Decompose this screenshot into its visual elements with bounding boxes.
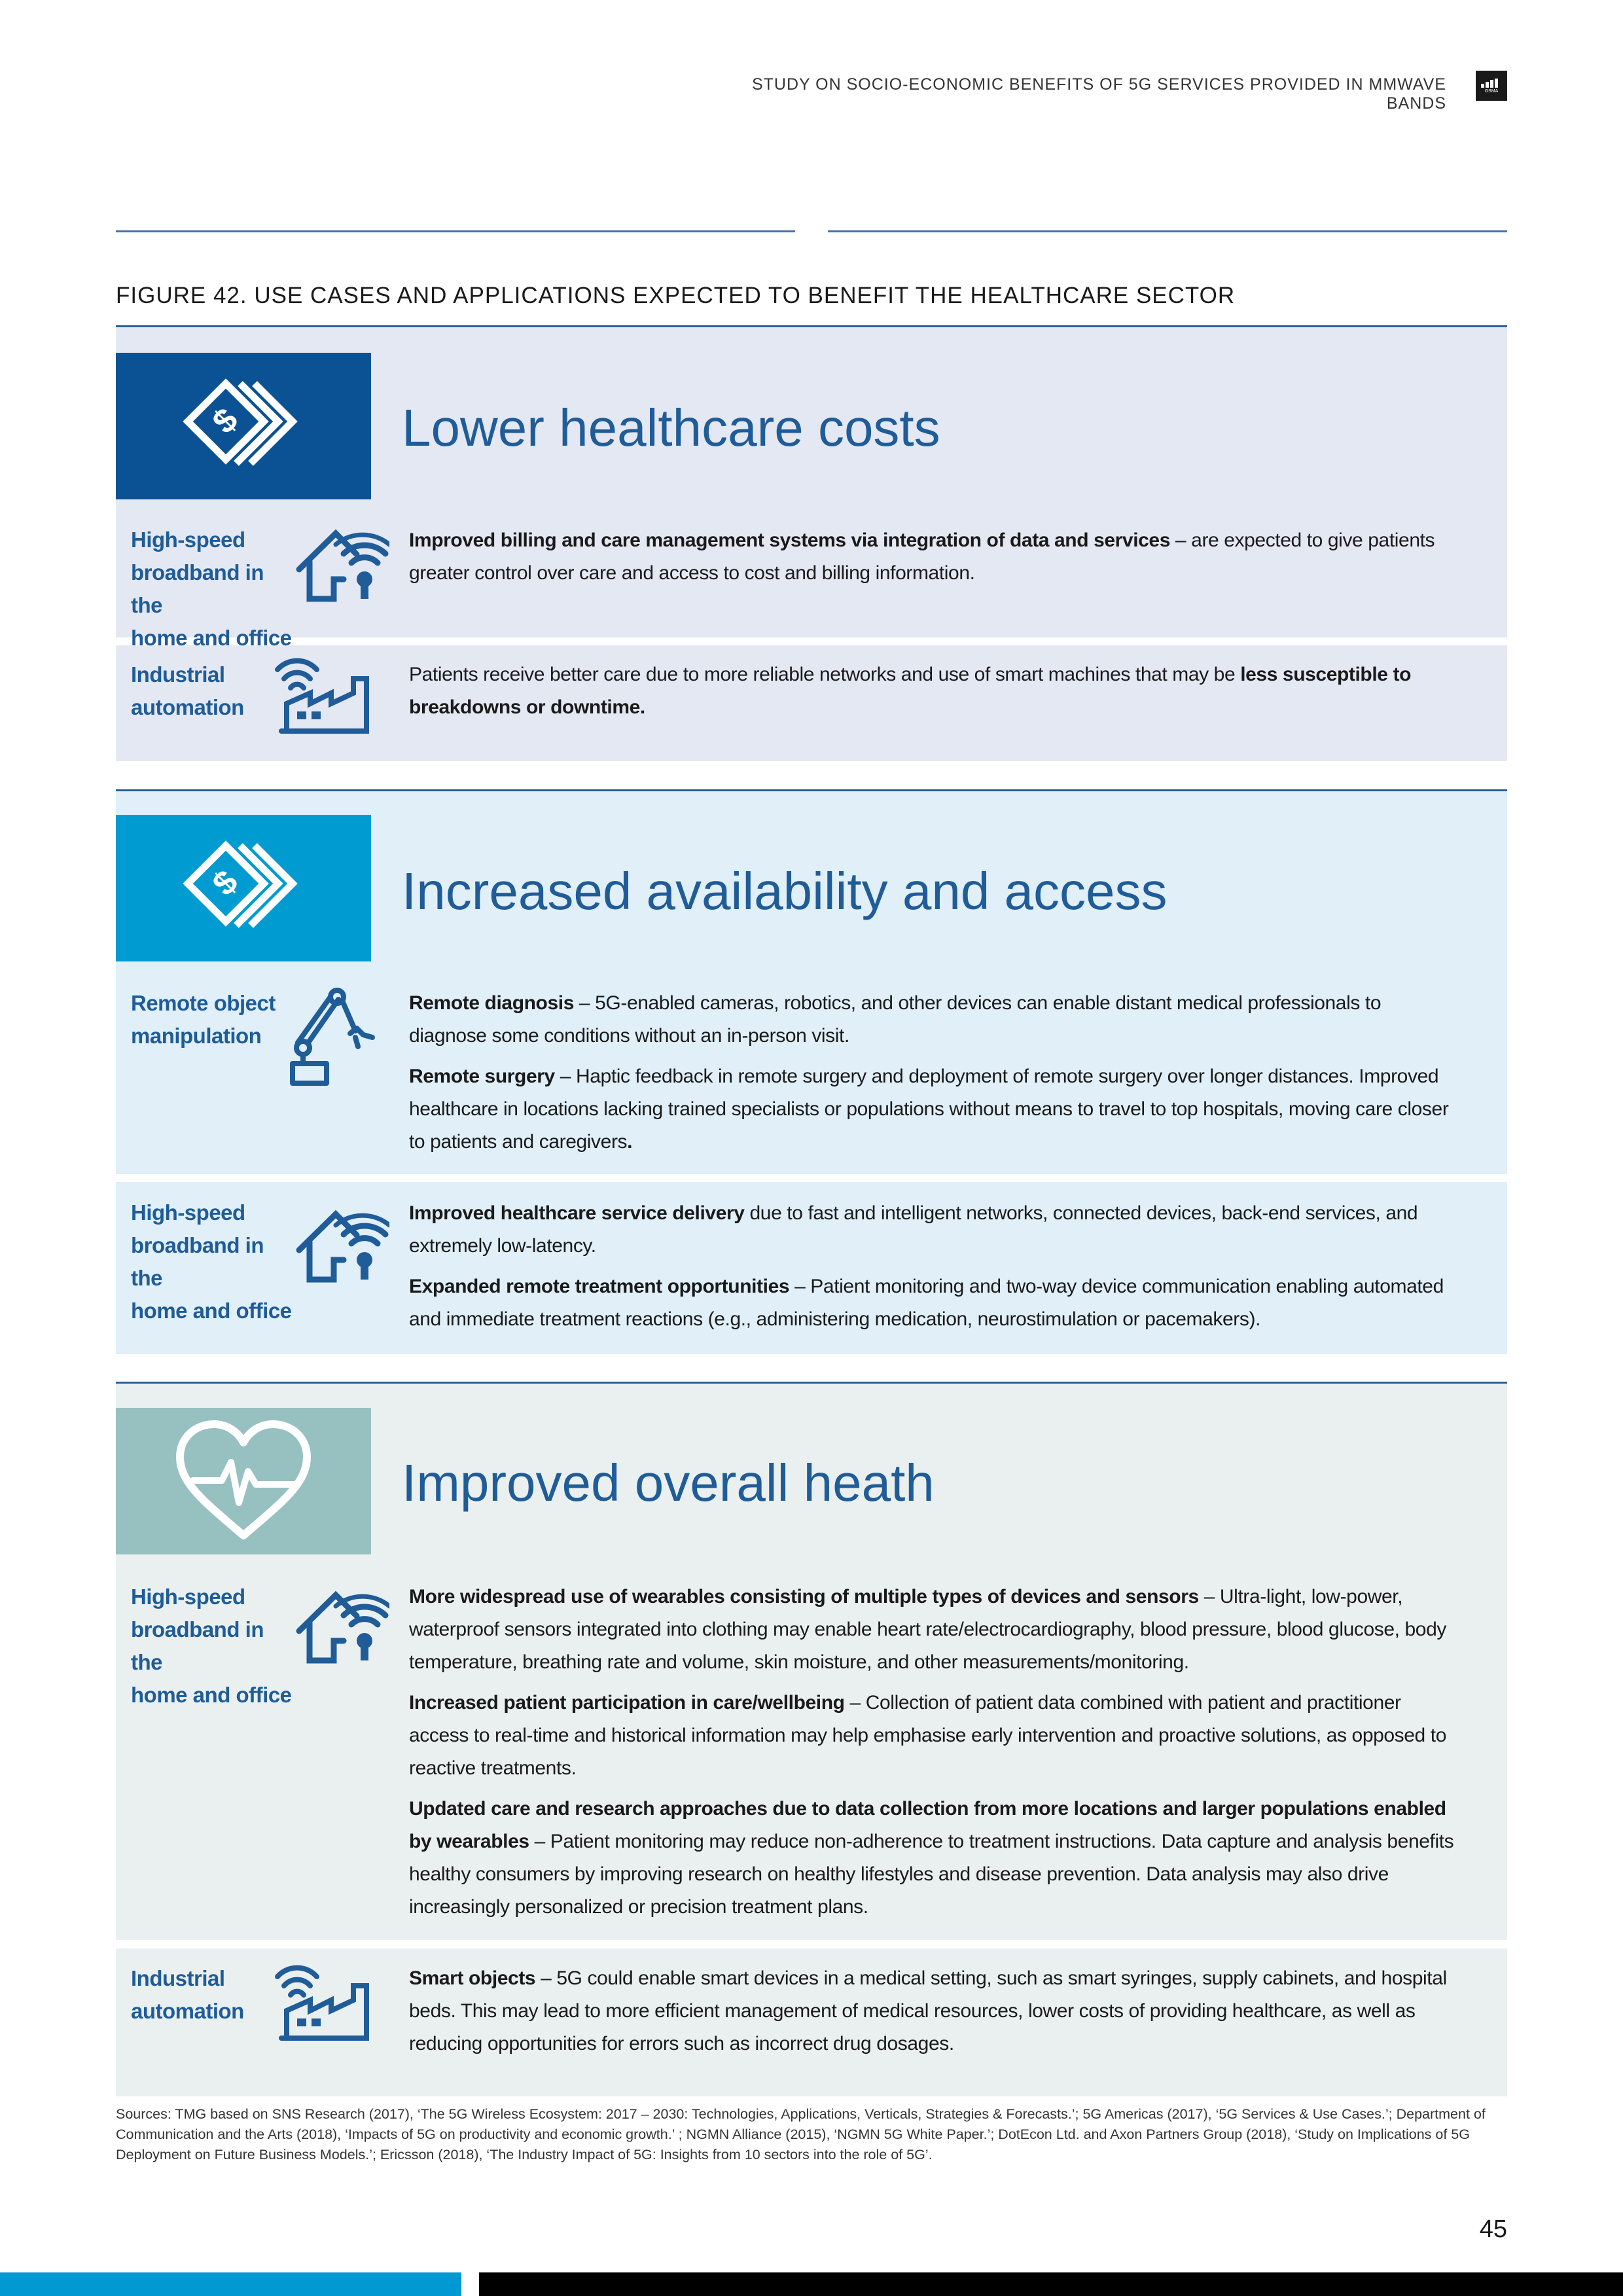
page-number: 45 — [1479, 2215, 1507, 2243]
section-3-icon-box — [116, 1408, 371, 1554]
paragraph: Patients receive better care due to more reliable networks and use of smart machines that may be less susceptible to breakdowns or downtime. — [409, 664, 1412, 718]
footer-bar-cyan — [0, 2272, 461, 2296]
money-stack-icon — [168, 364, 319, 488]
gsma-logo — [1476, 71, 1507, 101]
heart-pulse-icon — [168, 1419, 319, 1543]
section-2-icon-box — [116, 815, 371, 961]
section-1-row-2-label: Industrial automation — [131, 662, 244, 719]
section-2-heading: Increased availability and access — [402, 862, 1168, 920]
paragraph: Remote surgery – Haptic feedback in remote surgery and deployment of remote surgery over longer distances. Improved healthcare in locations lacking trained specialists or populations without means to travel to top hospitals, moving care closer to patients and caregivers. — [409, 1066, 1449, 1153]
money-stack-icon — [168, 826, 319, 950]
top-rule-right — [828, 230, 1507, 232]
home-wifi-icon — [291, 517, 389, 609]
paragraph: Expanded remote treatment opportunities – Patient monitoring and two-way device communication enabling automated and immediate treatment reactions (e.g., administering medication, neurostimulation or pacemakers). — [409, 1276, 1444, 1330]
sources-note: Sources: TMG based on SNS Research (2017), ‘The 5G Wireless Ecosystem: 2017 – 2030: Technologies, Applications, Verticals, Strategies & Forecasts.’; 5G Americas (2017), ‘5G Services & Use Cases.’; Department of Communication and the Arts (2018), ‘Impacts of 5G on productivity and economic growth.’ ; NGMN Alliance (2015), ‘NGMN 5G White Paper.’; DotEcon Ltd. and Axon Partners Group (2018), ‘Study on Implications of 5G Deployment on Future Business Models.’; Ericsson (2018), ‘The Industry Impact of 5G: Insights from 10 sectors into the role of 5G’. — [116, 2106, 1486, 2162]
paragraph: Remote diagnosis – 5G-enabled cameras, robotics, and other devices can enable distant medical professionals to diagnose some conditions without an in-person visit. — [409, 992, 1382, 1047]
section-2-row-2-text — [409, 1197, 1456, 1344]
home-wifi-icon — [291, 1579, 389, 1670]
paragraph: Updated care and research approaches due to data collection from more locations and larger populations enabled by wearables – Patient monitoring may reduce non-adherence to treatment instructions. Data capture and analysis benefits healthy consumers by improving research on healthy lifestyles and disease prevention. Data analysis may also drive increasingly personalized or precision treatment plans. — [409, 1798, 1454, 1918]
logo-text: GSMA — [1484, 89, 1499, 94]
paragraph: Increased patient participation in care/wellbeing – Collection of patient data combined with patient and practitioner access to real-time and historical information may help emphasise early intervention and proactive solutions, as opposed to reactive treatments. — [409, 1692, 1446, 1779]
section-3-row-2-label: Industrial automation — [131, 1966, 244, 2023]
figure-title: FIGURE 42. USE CASES AND APPLICATIONS EXPECTED TO BENEFIT THE HEALTHCARE SECTOR — [116, 283, 1236, 308]
section-1-heading: Lower healthcare costs — [402, 399, 940, 457]
top-rule-left — [116, 230, 795, 232]
section-1-icon-box — [116, 353, 371, 499]
paragraph: More widespread use of wearables consisting of multiple types of devices and sensors – Ultra-light, low-power, waterproof sensors integrated into clothing may enable heart rate/electrocardiography, blood pressure, blood glucose, body temperature, breathing rate and volume, skin moisture, and other measurements/monitoring. — [409, 1586, 1446, 1673]
svg-text:$: $ — [205, 863, 246, 904]
paragraph: Improved billing and care management systems via integration of data and services – are expected to give patients greater control over care and access to cost and billing information. — [409, 529, 1435, 584]
section-1-row-2-text — [409, 658, 1456, 732]
robot-arm-icon — [278, 985, 376, 1090]
footer-bar-black — [479, 2272, 1623, 2296]
section-1-row-1-label: High-speed broadband in the home and office — [131, 528, 292, 650]
svg-text:$: $ — [205, 401, 246, 442]
running-header-title: STUDY ON SOCIO-ECONOMIC BENEFITS OF 5G SERVICES PROVIDED IN MMWAVE BANDS — [751, 75, 1446, 113]
section-3-row-1-text — [409, 1581, 1456, 1931]
paragraph: Smart objects – 5G could enable smart devices in a medical setting, such as smart syringes, supply cabinets, and hospital beds. This may lead to more efficient management of medical resources, lower costs of providing healthcare, as well as reducing opportunities for errors such as incorrect drug dosages. — [409, 1967, 1447, 2054]
paragraph: Improved healthcare service delivery due to fast and intelligent networks, connected devices, back-end services, and extremely low-latency. — [409, 1202, 1418, 1257]
section-2-row-1-label: Remote object manipulation — [131, 991, 276, 1048]
section-3-row-1-label: High-speed broadband in the home and office — [131, 1585, 292, 1707]
factory-wifi-icon — [268, 1958, 376, 2043]
factory-wifi-icon — [268, 651, 376, 736]
section-2-row-2-label: High-speed broadband in the home and office — [131, 1200, 292, 1323]
section-1-row-1-text — [409, 524, 1456, 598]
home-wifi-icon — [291, 1198, 389, 1289]
section-3-heading: Improved overall heath — [402, 1454, 935, 1512]
section-3-row-2-text — [409, 1962, 1456, 2068]
section-2-row-1-text — [409, 987, 1456, 1166]
